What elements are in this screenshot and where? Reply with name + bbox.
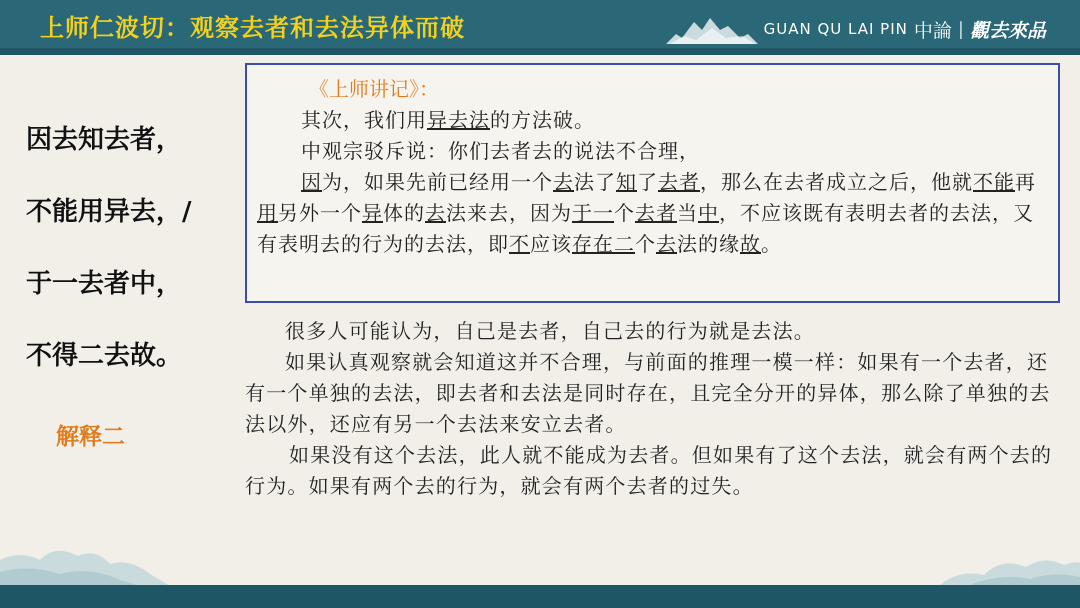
page-title: 上师仁波切：观察去者和去法异体而破 [40, 14, 465, 42]
verse-column [26, 120, 236, 408]
mountain-icon [666, 12, 758, 46]
quote-paragraph: 因为，如果先前已经用一个去法了知了去者，那么在去者成立之后，他就不能再用另外一个异体的去法来去，因为于一个去者当中，不应该既有表明去者的去法，又有表明去的行为的去法，即不应该存在二个去法的缘故。 [257, 170, 1036, 256]
verse-line: 于一去者中， [26, 269, 183, 299]
quote-title: 《上师讲记》： [309, 77, 439, 101]
brand-calligraphy: 觀去來品 [969, 19, 1046, 42]
quote-box [245, 63, 1060, 303]
cloud-decoration [0, 520, 170, 586]
brand-logo [666, 12, 1046, 46]
explanation-paragraph: 如果没有这个去法，此人就不能成为去者。但如果有了这个去法，就会有两个去的行为。如果有两个去的行为，就会有两个去者的过失。 [245, 443, 1053, 498]
explanation-paragraph: 如果认真观察就会知道这并不合理，与前面的推理一模一样：如果有一个去者，还有一个单独的去法，即去者和去法是同时存在，且完全分开的异体，那么除了单独的去法以外，还应有另一个去法来安立去者。 [245, 350, 1051, 436]
brand-chinese: 中論 [913, 19, 952, 42]
footer-bar [0, 585, 1080, 608]
explanation-text [245, 316, 1055, 502]
brand-separator: | [957, 18, 964, 40]
cloud-decoration [940, 525, 1080, 585]
header-bar [0, 0, 1080, 55]
brand-english: GUAN QU LAI PIN [763, 20, 908, 38]
explanation-paragraph: 很多人可能认为，自己是去者，自己去的行为就是去法。 [285, 319, 815, 343]
section-tag: 解释二 [56, 424, 125, 450]
verse-line: 因去知去者， [26, 125, 183, 155]
verse-line: 不能用异去，/ [26, 197, 192, 227]
underlined-term: 异去法 [427, 108, 490, 132]
verse-line: 不得二去故。 [26, 341, 183, 371]
quote-body [257, 105, 1052, 260]
quote-paragraph: 其次，我们用异去法的方法破。 [301, 108, 595, 132]
quote-paragraph: 中观宗驳斥说：你们去者去的说法不合理， [301, 139, 700, 163]
